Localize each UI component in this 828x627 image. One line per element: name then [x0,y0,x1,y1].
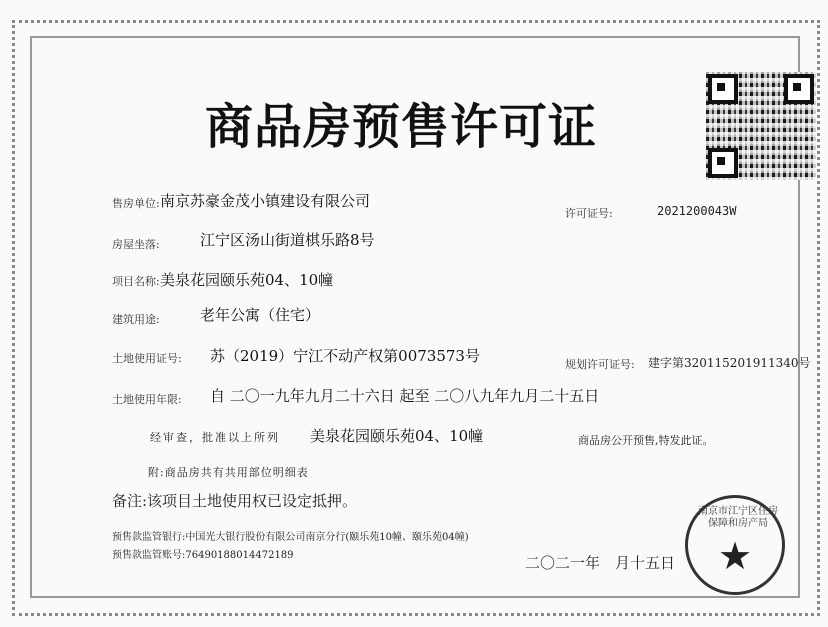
planning-value: 建字第320115201911340号 [648,356,811,370]
seller-label: 售房单位: [112,197,160,210]
land-term-value: 自 二〇一九年九月二十六日 起至 二〇八九年九月二十五日 [210,387,600,405]
project-label: 项目名称: [112,275,160,288]
issue-date: 二〇二一年 月十五日 [525,554,676,572]
official-seal [685,495,785,595]
document-title: 商品房预售许可证 [205,99,598,155]
project-value: 美泉花园颐乐苑04、10幢 [160,271,334,289]
location-label: 房屋坐落: [112,238,160,251]
land-term-label: 土地使用年限: [112,393,182,406]
planning-label: 规划许可证号: [565,358,635,371]
location-value: 江宁区汤山街道棋乐路8号 [200,231,375,249]
qr-code-icon [706,72,816,180]
approval-suffix: 商品房公开预售,特发此证。 [578,434,714,447]
seal-text: 南京市江宁区住房保障和房产局 [698,506,778,529]
attachment-note: 附:商品房共有共用部位明细表 [148,466,309,479]
land-cert-value: 苏（2019）宁江不动产权第0073573号 [210,347,480,365]
seller-value: 南京苏豪金茂小镇建设有限公司 [160,192,371,210]
permit-no-value: 2021200043W [657,204,737,218]
bank-line: 预售款监管银行:中国光大银行股份有限公司南京分行(颐乐苑10幢、颐乐苑04幢) [112,532,469,543]
account-line: 预售款监管账号:76490188014472189 [112,550,294,561]
remark: 备注:该项目土地使用权已设定抵押。 [112,492,358,510]
star-icon: ★ [717,534,753,578]
approval-prefix: 经审查，批准以上所列 [150,431,280,444]
land-cert-label: 土地使用证号: [112,352,182,365]
usage-label: 建筑用途: [112,313,160,326]
approval-project: 美泉花园颐乐苑04、10幢 [310,427,484,445]
permit-no-label: 许可证号: [565,207,613,220]
usage-value: 老年公寓（住宅） [200,306,321,324]
